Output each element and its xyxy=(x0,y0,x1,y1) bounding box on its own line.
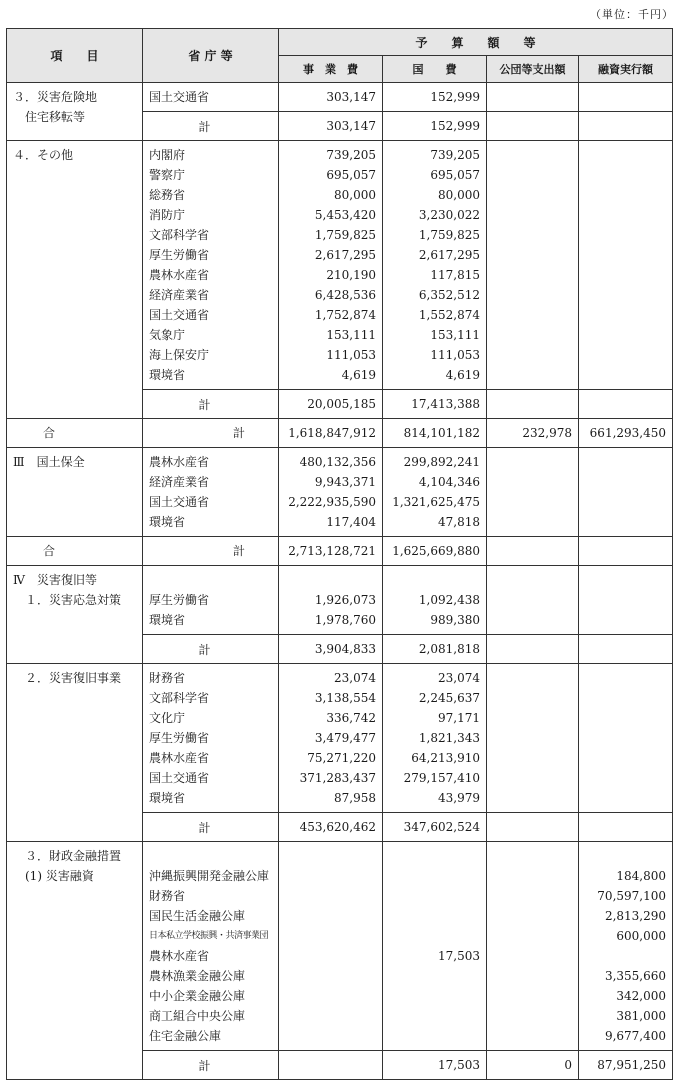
item-cell-line: 住宅移転等 xyxy=(13,110,86,124)
public-cell-line xyxy=(487,966,578,986)
subtotal-public xyxy=(487,390,579,419)
finance-cell-line xyxy=(579,225,672,245)
national-cell-line: 4,619 xyxy=(445,368,480,382)
public-cell-line xyxy=(487,708,578,728)
national-cell xyxy=(383,566,487,635)
public-cell-line xyxy=(487,87,578,107)
public-cell-line xyxy=(487,185,578,205)
subtotal-public xyxy=(487,635,579,664)
item-cell xyxy=(7,664,143,842)
project-cell-line: 6,428,536 xyxy=(314,288,376,302)
agency-cell-line: 気象庁 xyxy=(149,328,186,342)
item-cell-line: ３．災害危険地 xyxy=(13,90,98,104)
public-cell-line xyxy=(487,305,578,325)
national-cell-line xyxy=(383,886,486,906)
project-cell-line: 695,057 xyxy=(326,168,376,182)
public-cell-line xyxy=(487,946,578,966)
grand-public: 232,978 xyxy=(487,419,579,448)
project-cell-line: 23,074 xyxy=(334,671,376,685)
agency-cell-line: 住宅金融公庫 xyxy=(149,1029,222,1043)
grand-total-row xyxy=(7,537,673,566)
finance-cell-line: 184,800 xyxy=(616,869,667,883)
agency-cell xyxy=(143,566,279,635)
public-cell-line xyxy=(487,345,578,365)
national-cell xyxy=(383,842,487,1051)
project-cell-line xyxy=(279,1006,382,1026)
item-cell-line: ３．財政金融措置 xyxy=(13,849,122,863)
finance-cell-line xyxy=(579,205,672,225)
project-cell-line xyxy=(279,966,382,986)
public-cell-line xyxy=(487,788,578,808)
subtotal-finance xyxy=(579,635,673,664)
agency-cell-line: 総務省 xyxy=(149,188,186,202)
project-cell-line: 3,138,554 xyxy=(314,691,376,705)
national-cell-line: 43,979 xyxy=(438,791,480,805)
agency-cell-line: 文部科学省 xyxy=(149,691,210,705)
agency-cell-line: 厚生労働省 xyxy=(149,731,210,745)
public-cell xyxy=(487,842,579,1051)
national-cell xyxy=(383,448,487,537)
finance-cell xyxy=(579,566,673,635)
public-cell xyxy=(487,83,579,112)
finance-cell-line xyxy=(579,285,672,305)
public-cell xyxy=(487,448,579,537)
agency-cell-line: 農林水産省 xyxy=(149,268,210,282)
agency-cell-line: 海上保安庁 xyxy=(149,348,210,362)
finance-cell-line xyxy=(579,185,672,205)
national-cell-line: 152,999 xyxy=(430,90,480,104)
item-cell-line: ２．災害復旧事業 xyxy=(13,671,122,685)
national-cell xyxy=(383,664,487,813)
subtotal-finance: 87,951,250 xyxy=(579,1051,673,1080)
grand-total-label-left: 合 xyxy=(7,537,143,566)
agency-cell-line: 財務省 xyxy=(149,671,186,685)
table-row xyxy=(7,842,673,1051)
item-cell xyxy=(7,83,143,141)
public-cell-line xyxy=(487,285,578,305)
finance-cell xyxy=(579,141,673,390)
grand-finance: 661,293,450 xyxy=(579,419,673,448)
public-cell-line xyxy=(487,1006,578,1026)
table-row xyxy=(7,83,673,112)
subtotal-label: 計 xyxy=(143,635,279,664)
agency-cell-line: 警察庁 xyxy=(149,168,186,182)
finance-cell-line xyxy=(579,87,672,107)
finance-cell xyxy=(579,448,673,537)
agency-cell-line: 環境省 xyxy=(149,515,186,529)
national-cell-line: 6,352,512 xyxy=(418,288,480,302)
grand-total-row xyxy=(7,419,673,448)
agency-cell-line: 国土交通省 xyxy=(149,771,210,785)
agency-cell-line: 環境省 xyxy=(149,791,186,805)
project-cell-line xyxy=(279,926,382,946)
agency-cell-line: 国土交通省 xyxy=(149,90,210,104)
finance-cell-line xyxy=(579,492,672,512)
finance-cell-line xyxy=(579,590,672,610)
header-public-corp: 公団等支出額 xyxy=(487,56,579,83)
grand-total-label-right: 計 xyxy=(143,419,279,448)
subtotal-public: 0 xyxy=(487,1051,579,1080)
subtotal-label: 計 xyxy=(143,1051,279,1080)
project-cell-line: 1,926,073 xyxy=(314,593,376,607)
finance-cell-line xyxy=(579,946,672,966)
national-cell-line: 117,815 xyxy=(430,268,480,282)
project-cell-line: 739,205 xyxy=(326,148,376,162)
finance-cell-line: 2,813,290 xyxy=(604,909,667,923)
public-cell-line xyxy=(487,748,578,768)
national-cell-line: 1,321,625,475 xyxy=(392,495,480,509)
subtotal-label: 計 xyxy=(143,112,279,141)
header-budget: 予 算 額 等 xyxy=(279,29,673,56)
subtotal-finance xyxy=(579,112,673,141)
project-cell xyxy=(279,664,383,813)
finance-cell-line: 9,677,400 xyxy=(604,1029,667,1043)
national-cell-line: 111,053 xyxy=(430,348,480,362)
grand-project: 2,713,128,721 xyxy=(279,537,383,566)
agency-cell-line: 内閣府 xyxy=(149,148,186,162)
national-cell-line: 2,245,637 xyxy=(418,691,480,705)
finance-cell-line xyxy=(579,305,672,325)
item-cell-line: Ⅲ 国土保全 xyxy=(13,455,85,469)
public-cell-line xyxy=(487,452,578,472)
national-cell-line: 1,092,438 xyxy=(418,593,480,607)
public-cell-line xyxy=(487,886,578,906)
finance-cell-line xyxy=(579,472,672,492)
project-cell-line: 303,147 xyxy=(326,90,376,104)
finance-cell-line xyxy=(579,748,672,768)
project-cell-line xyxy=(279,986,382,1006)
agency-cell-line: 財務省 xyxy=(149,889,186,903)
national-cell-line: 23,074 xyxy=(438,671,480,685)
finance-cell-line: 381,000 xyxy=(616,1009,667,1023)
national-cell-line: 2,617,295 xyxy=(418,248,480,262)
national-cell xyxy=(383,141,487,390)
national-cell-line: 4,104,346 xyxy=(418,475,480,489)
table-row xyxy=(7,664,673,813)
item-cell-line: (1) 災害融資 xyxy=(13,869,94,883)
finance-cell-line xyxy=(579,610,672,630)
national-cell-line: 695,057 xyxy=(430,168,480,182)
agency-cell-line: 国土交通省 xyxy=(149,308,210,322)
finance-cell-line: 70,597,100 xyxy=(597,889,667,903)
public-cell-line xyxy=(487,926,578,946)
agency-cell-line: 厚生労働省 xyxy=(149,248,210,262)
national-cell-line: 1,552,874 xyxy=(418,308,480,322)
national-cell-line: 97,171 xyxy=(438,711,480,725)
public-cell-line xyxy=(487,768,578,788)
subtotal-project xyxy=(279,1051,383,1080)
subtotal-public xyxy=(487,112,579,141)
grand-project: 1,618,847,912 xyxy=(279,419,383,448)
national-cell-line xyxy=(383,906,486,926)
finance-cell-line xyxy=(579,325,672,345)
project-cell-line: 2,617,295 xyxy=(314,248,376,262)
project-cell-line: 3,479,477 xyxy=(314,731,376,745)
finance-cell-line xyxy=(579,452,672,472)
public-cell-line xyxy=(487,866,578,886)
public-cell-line xyxy=(487,365,578,385)
item-cell-line: Ⅳ 災害復旧等 xyxy=(13,573,97,587)
public-cell-line xyxy=(487,325,578,345)
subtotal-project: 3,904,833 xyxy=(279,635,383,664)
national-cell-line: 1,821,343 xyxy=(418,731,480,745)
finance-cell-line xyxy=(579,728,672,748)
header-national: 国 費 xyxy=(383,56,487,83)
public-cell-line xyxy=(487,986,578,1006)
public-cell xyxy=(487,141,579,390)
public-cell-line xyxy=(487,145,578,165)
agency-cell-line: 環境省 xyxy=(149,368,186,382)
public-cell-line xyxy=(487,225,578,245)
agency-cell-line: 文部科学省 xyxy=(149,228,210,242)
agency-cell xyxy=(143,83,279,112)
header-item: 項 目 xyxy=(7,29,143,83)
table-body xyxy=(7,83,673,1080)
project-cell-line: 336,742 xyxy=(326,711,376,725)
table-row xyxy=(7,566,673,635)
item-cell xyxy=(7,842,143,1080)
national-cell-line: 64,213,910 xyxy=(411,751,480,765)
public-cell-line xyxy=(487,610,578,630)
unit-label: （単位：千円） xyxy=(590,8,674,21)
project-cell-line: 87,958 xyxy=(334,791,376,805)
national-cell-line: 153,111 xyxy=(430,328,480,342)
item-cell xyxy=(7,448,143,537)
grand-total-label-right: 計 xyxy=(143,537,279,566)
agency-cell-line: 農林水産省 xyxy=(149,949,210,963)
item-cell xyxy=(7,566,143,664)
agency-cell-line: 沖縄振興開発金融公庫 xyxy=(149,869,270,883)
project-cell-line: 5,453,420 xyxy=(314,208,376,222)
finance-cell-line: 3,355,660 xyxy=(604,969,667,983)
agency-cell xyxy=(143,664,279,813)
project-cell xyxy=(279,566,383,635)
agency-cell xyxy=(143,842,279,1051)
finance-cell-line xyxy=(579,668,672,688)
finance-cell-line: 342,000 xyxy=(616,989,667,1003)
public-cell-line xyxy=(487,688,578,708)
national-cell-line: 739,205 xyxy=(430,148,480,162)
subtotal-national: 347,602,524 xyxy=(383,813,487,842)
project-cell-line: 9,943,371 xyxy=(314,475,376,489)
national-cell-line: 47,818 xyxy=(438,515,480,529)
project-cell-line: 80,000 xyxy=(334,188,376,202)
agency-cell-line: 消防庁 xyxy=(149,208,186,222)
national-cell-line xyxy=(383,926,486,946)
project-cell-line xyxy=(279,866,382,886)
national-cell-line xyxy=(383,866,486,886)
header-agency: 省 庁 等 xyxy=(143,29,279,83)
finance-cell xyxy=(579,83,673,112)
public-cell xyxy=(487,566,579,635)
budget-table xyxy=(6,28,673,1080)
public-cell-line xyxy=(487,728,578,748)
subtotal-project: 303,147 xyxy=(279,112,383,141)
subtotal-national: 2,081,818 xyxy=(383,635,487,664)
agency-cell-line: 日本私立学校振興・共済事業団 xyxy=(149,931,269,941)
national-cell-line: 299,892,241 xyxy=(403,455,480,469)
item-cell xyxy=(7,141,143,419)
grand-national: 814,101,182 xyxy=(383,419,487,448)
project-cell-line xyxy=(279,906,382,926)
project-cell-line: 1,752,874 xyxy=(314,308,376,322)
subtotal-project: 20,005,185 xyxy=(279,390,383,419)
finance-cell-line xyxy=(579,768,672,788)
agency-cell-line: 文化庁 xyxy=(149,711,186,725)
national-cell-line: 989,380 xyxy=(430,613,480,627)
subtotal-national: 152,999 xyxy=(383,112,487,141)
project-cell-line xyxy=(279,886,382,906)
project-cell xyxy=(279,842,383,1051)
public-cell-line xyxy=(487,906,578,926)
finance-cell-line xyxy=(579,788,672,808)
public-cell-line xyxy=(487,165,578,185)
item-cell-line: １．災害応急対策 xyxy=(13,593,122,607)
national-cell xyxy=(383,83,487,112)
project-cell-line: 111,053 xyxy=(326,348,376,362)
finance-cell-line xyxy=(579,145,672,165)
agency-cell-line: 国民生活金融公庫 xyxy=(149,909,246,923)
table-row xyxy=(7,448,673,537)
project-cell-line: 153,111 xyxy=(326,328,376,342)
finance-cell-line xyxy=(579,708,672,728)
finance-cell-line xyxy=(579,688,672,708)
agency-cell-line: 商工組合中央公庫 xyxy=(149,1009,246,1023)
subtotal-national: 17,413,388 xyxy=(383,390,487,419)
agency-cell-line: 農林漁業金融公庫 xyxy=(149,969,246,983)
project-cell-line: 1,759,825 xyxy=(314,228,376,242)
grand-public xyxy=(487,537,579,566)
agency-cell-line: 経済産業省 xyxy=(149,288,210,302)
national-cell-line: 3,230,022 xyxy=(418,208,480,222)
public-cell-line xyxy=(487,668,578,688)
subtotal-label: 計 xyxy=(143,390,279,419)
public-cell-line xyxy=(487,205,578,225)
project-cell-line: 117,404 xyxy=(326,515,376,529)
public-cell-line xyxy=(487,265,578,285)
subtotal-label: 計 xyxy=(143,813,279,842)
table-row xyxy=(7,141,673,390)
national-cell-line: 80,000 xyxy=(438,188,480,202)
grand-total-label-left: 合 xyxy=(7,419,143,448)
project-cell-line: 371,283,437 xyxy=(299,771,376,785)
project-cell-line: 4,619 xyxy=(341,368,376,382)
national-cell-line: 1,759,825 xyxy=(418,228,480,242)
finance-cell-line xyxy=(579,345,672,365)
finance-cell xyxy=(579,664,673,813)
finance-cell-line xyxy=(579,265,672,285)
agency-cell xyxy=(143,448,279,537)
subtotal-project: 453,620,462 xyxy=(279,813,383,842)
public-cell xyxy=(487,664,579,813)
subtotal-national: 17,503 xyxy=(383,1051,487,1080)
national-cell-line xyxy=(383,966,486,986)
agency-cell-line: 中小企業金融公庫 xyxy=(149,989,246,1003)
finance-cell-line xyxy=(579,365,672,385)
public-cell-line xyxy=(487,590,578,610)
item-cell-line: ４．その他 xyxy=(13,148,74,162)
subtotal-finance xyxy=(579,813,673,842)
agency-cell-line: 農林水産省 xyxy=(149,455,210,469)
agency-cell-line: 厚生労働省 xyxy=(149,593,210,607)
agency-cell-line: 国土交通省 xyxy=(149,495,210,509)
project-cell-line xyxy=(279,946,382,966)
national-cell-line xyxy=(383,1026,486,1046)
project-cell xyxy=(279,448,383,537)
agency-cell-line: 経済産業省 xyxy=(149,475,210,489)
project-cell xyxy=(279,83,383,112)
grand-national: 1,625,669,880 xyxy=(383,537,487,566)
agency-cell-line: 農林水産省 xyxy=(149,751,210,765)
national-cell-line: 279,157,410 xyxy=(403,771,480,785)
finance-cell-line xyxy=(579,245,672,265)
finance-cell-line: 600,000 xyxy=(616,929,667,943)
grand-finance xyxy=(579,537,673,566)
public-cell-line xyxy=(487,512,578,532)
project-cell xyxy=(279,141,383,390)
national-cell-line: 17,503 xyxy=(438,949,480,963)
header-financing: 融資実行額 xyxy=(579,56,673,83)
agency-cell-line: 環境省 xyxy=(149,613,186,627)
header-project-cost: 事 業 費 xyxy=(279,56,383,83)
agency-cell xyxy=(143,141,279,390)
finance-cell-line xyxy=(579,512,672,532)
project-cell-line: 210,190 xyxy=(326,268,376,282)
national-cell-line xyxy=(383,986,486,1006)
project-cell-line xyxy=(279,1026,382,1046)
public-cell-line xyxy=(487,245,578,265)
project-cell-line: 2,222,935,590 xyxy=(288,495,376,509)
public-cell-line xyxy=(487,1026,578,1046)
project-cell-line: 75,271,220 xyxy=(307,751,376,765)
finance-cell xyxy=(579,842,673,1051)
project-cell-line: 480,132,356 xyxy=(299,455,376,469)
project-cell-line: 1,978,760 xyxy=(314,613,376,627)
public-cell-line xyxy=(487,472,578,492)
finance-cell-line xyxy=(579,165,672,185)
national-cell-line xyxy=(383,1006,486,1026)
subtotal-finance xyxy=(579,390,673,419)
public-cell-line xyxy=(487,492,578,512)
subtotal-public xyxy=(487,813,579,842)
